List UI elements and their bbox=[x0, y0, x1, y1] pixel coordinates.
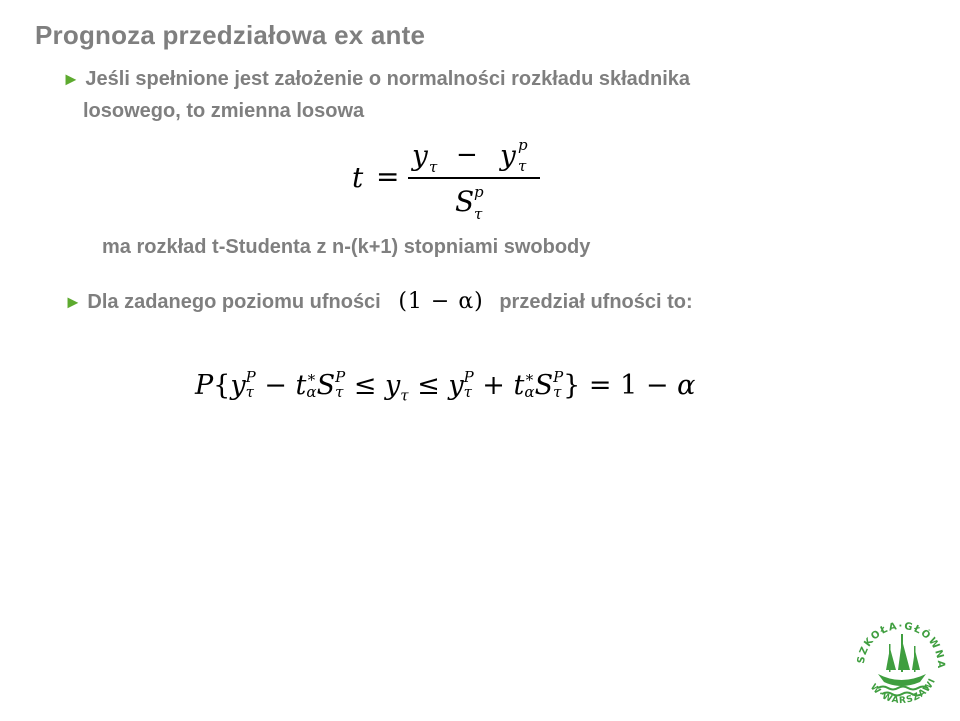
bullet-confidence bbox=[64, 286, 693, 318]
sgh-logo bbox=[848, 604, 954, 716]
formula-denominator-p: p bbox=[474, 183, 484, 201]
bullet2-after: przedział ufności to: bbox=[499, 291, 693, 313]
t-statistic-svg bbox=[350, 135, 550, 225]
university-seal-icon bbox=[848, 604, 954, 716]
confidence-level-formula: (1 − α) bbox=[398, 289, 484, 314]
formula-denominator-S: S bbox=[455, 185, 475, 218]
bullet-arrow-icon: ► bbox=[62, 69, 80, 89]
slide-title: Prognoza przedziałowa ex ante bbox=[35, 20, 426, 50]
bullet1-line2: losowego, to zmienna losowa bbox=[83, 100, 365, 122]
bullet2-before: Dla zadanego poziomu ufności bbox=[87, 291, 381, 313]
formula-minus: − bbox=[456, 140, 478, 170]
confidence-interval-formula: P{y P τ − t ∗ α S P τ ≤ $y_\tau \le y$ P τ + t ∗ α S P τ } = 1 − α bbox=[195, 367, 696, 405]
fraction-bar bbox=[408, 177, 540, 179]
bullet-arrow-icon: ► bbox=[64, 292, 82, 312]
formula-denominator-tau: τ bbox=[474, 205, 483, 223]
svg-text:SZKOŁA·GŁÓWNA·HANDLOWA: SZKOŁA·GŁÓWNA bbox=[855, 620, 947, 670]
formula-t-letter: t bbox=[352, 161, 364, 194]
t-statistic-formula bbox=[350, 135, 550, 225]
formula-numerator-p: p bbox=[518, 136, 528, 154]
svg-text:W·WARSZAWIE: W·WARSZAWI bbox=[867, 676, 939, 707]
formula-numerator-yp: y bbox=[500, 139, 516, 172]
formula-numerator-y: y bbox=[412, 139, 428, 172]
bullet1-line1: Jeśli spełnione jest założenie o normalności rozkładu składnika bbox=[85, 68, 691, 90]
formula-numerator-tau: τ bbox=[429, 158, 438, 176]
distribution-note: ma rozkład t-Studenta z n-(k+1) stopniami swobody bbox=[102, 236, 591, 258]
formula-numerator-tau2: τ bbox=[518, 157, 527, 175]
bullet-normality bbox=[62, 63, 922, 127]
formula-equals: = bbox=[376, 160, 400, 193]
